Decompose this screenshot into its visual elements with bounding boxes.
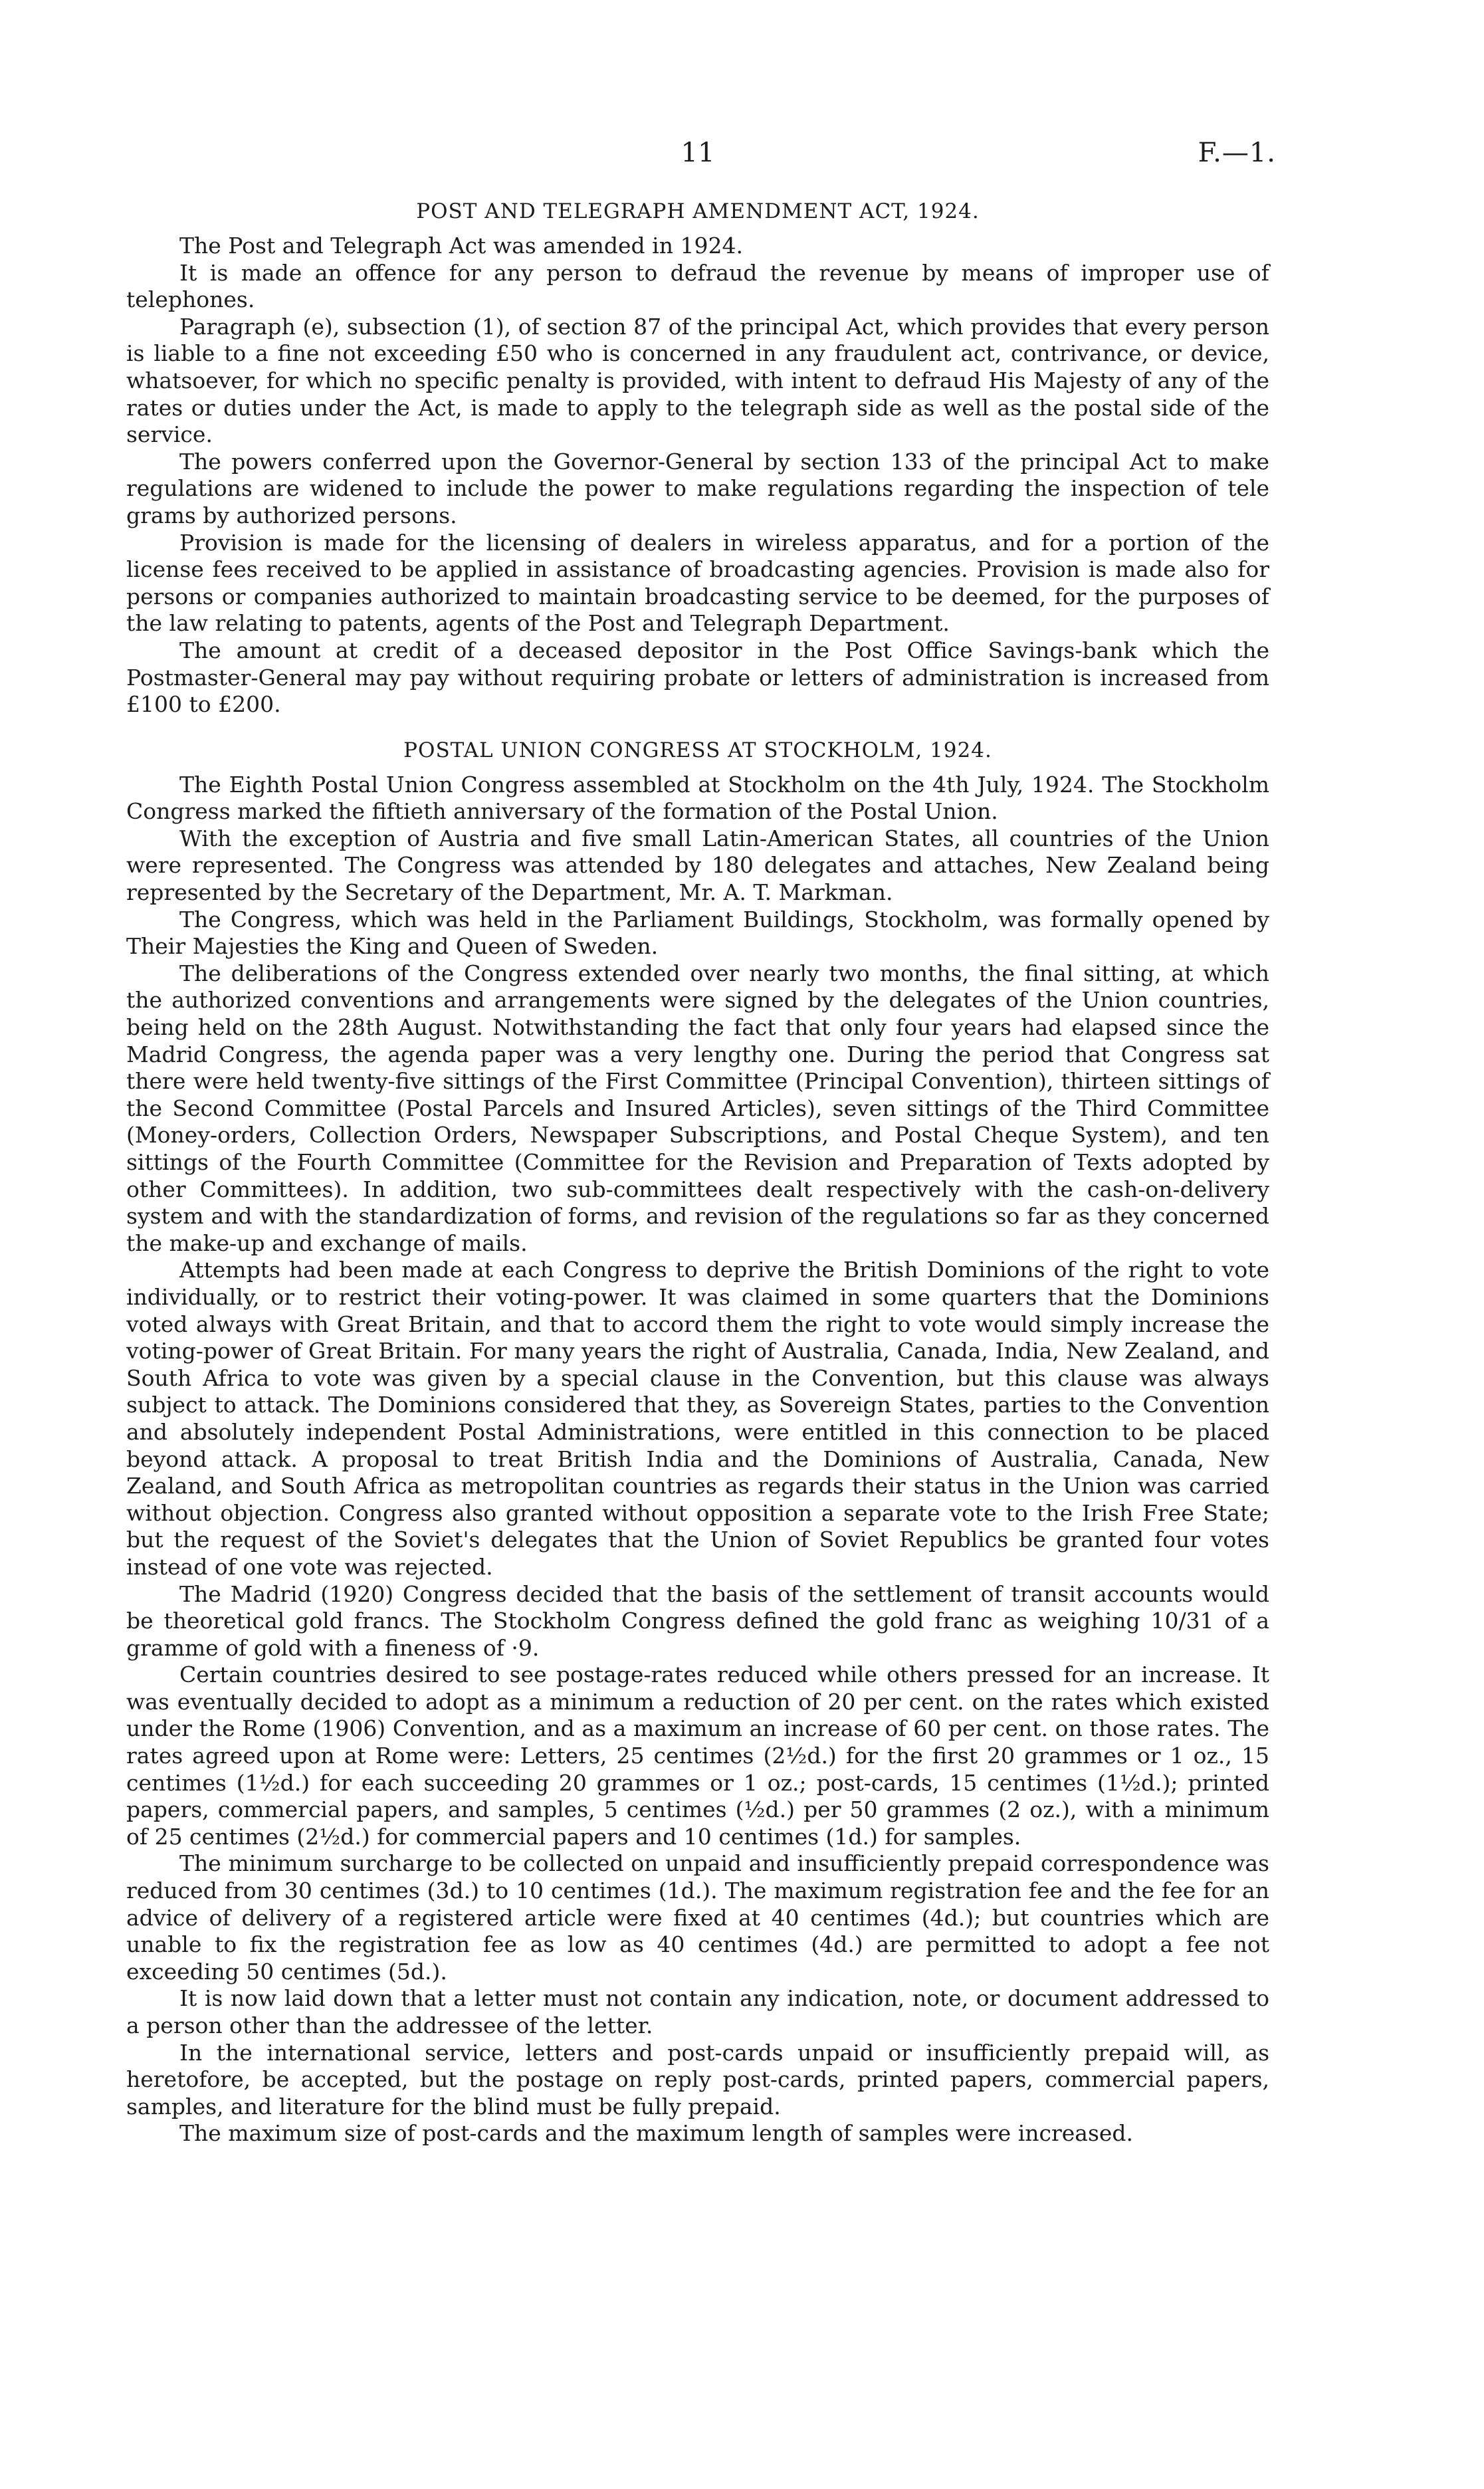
paragraph: The Madrid (1920) Congress decided that the basis of the settlement of transit accounts would be theoretical gold francs. The Stockholm Congress defined the gold franc as weighing 10/31 of a gramme of gold with a fineness of ·9. — [126, 1580, 1269, 1661]
paragraph: The Eighth Postal Union Congress assembled at Stockholm on the 4th July, 1924. The Stockholm Congress marked the fiftieth anniversary of the formation of the Postal Union. — [126, 771, 1269, 825]
paragraph: It is made an offence for any person to defraud the revenue by means of improper use of telephones. — [126, 259, 1269, 313]
paragraph: Provision is made for the licensing of dealers in wireless apparatus, and for a portion of the license fees received to be applied in assistance of broadcasting agencies. Provision is made also for persons or companies authorized to maintain broadcasting service to be deemed, for the purposes of the law relating to patents, agents of the Post and Telegraph Department. — [126, 529, 1269, 637]
paragraph: It is now laid down that a letter must not contain any indication, note, or document addressed to a person other than the addressee of the letter. — [126, 1985, 1269, 2038]
section-postal-union-congress — [126, 737, 1269, 2147]
paragraph: Certain countries desired to see postage-rates reduced while others pressed for an increase. It was eventually decided to adopt as a minimum a reduction of 20 per cent. on the rates which existed under the Rome (1906) Convention, and as a maximum an increase of 60 per cent. on those rates. The rates agreed upon at Rome were: Letters, 25 centimes (2½d.) for the first 20 grammes or 1 oz., 15 centimes (1½d.) for each succeeding 20 grammes or 1 oz.; post-cards, 15 centimes (1½d.); printed papers, commercial papers, and samples, 5 centimes (½d.) per 50 grammes (2 oz.), with a minimum of 25 centimes (2½d.) for commercial papers and 10 centimes (1d.) for samples. — [126, 1662, 1269, 1850]
paragraph: The deliberations of the Congress extended over nearly two months, the final sitting, at which the authorized conventions and arrangements were signed by the delegates of the Union countries, being held on the 28th August. Notwithstanding the fact that only four years had elapsed since the Madrid Congress, the agenda paper was a very lengthy one. During the period that Congress sat there were held twenty-five sittings of the First Committee (Principal Convention), thirteen sittings of the Second Committee (Postal Parcels and Insured Articles), seven sittings of the Third Committee (Money-orders, Collection Orders, Newspaper Subscriptions, and Postal Cheque System), and ten sittings of the Fourth Committee (Committee for the Revision and Preparation of Texts adopted by other Committees). In addition, two sub-committees dealt respectively with the cash-on-delivery system and with the standardization of forms, and revision of the regulations so far as they concerned the make-up and exchange of mails. — [126, 960, 1269, 1256]
paragraph: The powers conferred upon the Governor-General by section 133 of the principal Act to make regulations are widened to include the power to make regulations regarding the inspection of tele grams by authorized persons. — [126, 448, 1269, 528]
paragraph: Attempts had been made at each Congress to deprive the British Dominions of the right to vote individually, or to restrict their voting-power. It was claimed in some quarters that the Dominions voted always with Great Britain, and that to accord them the right to vote would simply increase the voting-power of Great Britain. For many years the right of Australia, Canada, India, New Zealand, and South Africa to vote was given by a special clause in the Convention, but this clause was always subject to attack. The Dominions considered that they, as Sovereign States, parties to the Convention and absolutely independent Postal Administrations, were entitled in this connection to be placed beyond attack. A proposal to treat British India and the Dominions of Australia, Canada, New Zealand, and South Africa as metropolitan countries as regards their status in the Union was carried without objection. Congress also granted without opposition a separate vote to the Irish Free State; but the request of the Soviet's delegates that the Union of Soviet Republics be granted four votes instead of one vote was rejected. — [126, 1257, 1269, 1580]
page-number: 11 — [681, 138, 715, 168]
document-page — [126, 133, 1276, 2147]
paragraph: With the exception of Austria and five small Latin-American States, all countries of the Union were represented. The Congress was attended by 180 delegates and attaches, New Zealand being represented by the Secretary of the Department, Mr. A. T. Markman. — [126, 825, 1269, 906]
paragraph: The Post and Telegraph Act was amended in 1924. — [179, 233, 743, 259]
paragraph: In the international service, letters and post-cards unpaid or insufficiently prepaid will, as heretofore, be accepted, but the postage on reply post-cards, printed papers, commercial papers, samples, and literature for the blind must be fully prepaid. — [126, 2039, 1269, 2119]
paragraph: The maximum size of post-cards and the maximum length of samples were increased. — [179, 2120, 1134, 2147]
paragraph: Paragraph (e), subsection (1), of section 87 of the principal Act, which provides that every person is liable to a fine not exceeding £50 who is concerned in any fraudulent act, contrivance, or device, whatsoever, for which no specific penalty is provided, with intent to defraud His Majesty of any of the rates or duties under the Act, is made to apply to the telegraph side as well as the postal side of the service. — [126, 313, 1269, 448]
document-reference: F.—1. — [1198, 138, 1276, 168]
paragraph: The minimum surcharge to be collected on unpaid and insufficiently prepaid correspondence was reduced from 30 centimes (3d.) to 10 centimes (1d.). The maximum registration fee and the fee for an advice of delivery of a registered article were fixed at 40 centimes (4d.); but countries which are unable to fix the registration fee as low as 40 centimes (4d.) are permitted to adopt a fee not exceeding 50 centimes (5d.). — [126, 1850, 1269, 1985]
section-title: POST AND TELEGRAPH AMENDMENT ACT, 1924. — [416, 199, 980, 223]
paragraph: The Congress, which was held in the Parliament Buildings, Stockholm, was formally opened by Their Majesties the King and Queen of Sweden. — [126, 906, 1269, 960]
paragraph: The amount at credit of a deceased depositor in the Post Office Savings-bank which the Postmaster-General may pay without requiring probate or letters of administration is increased from £100 to £200. — [126, 637, 1269, 718]
page-header — [126, 133, 1276, 179]
section-title: POSTAL UNION CONGRESS AT STOCKHOLM, 1924. — [403, 738, 992, 762]
section-post-telegraph-act — [126, 198, 1269, 718]
